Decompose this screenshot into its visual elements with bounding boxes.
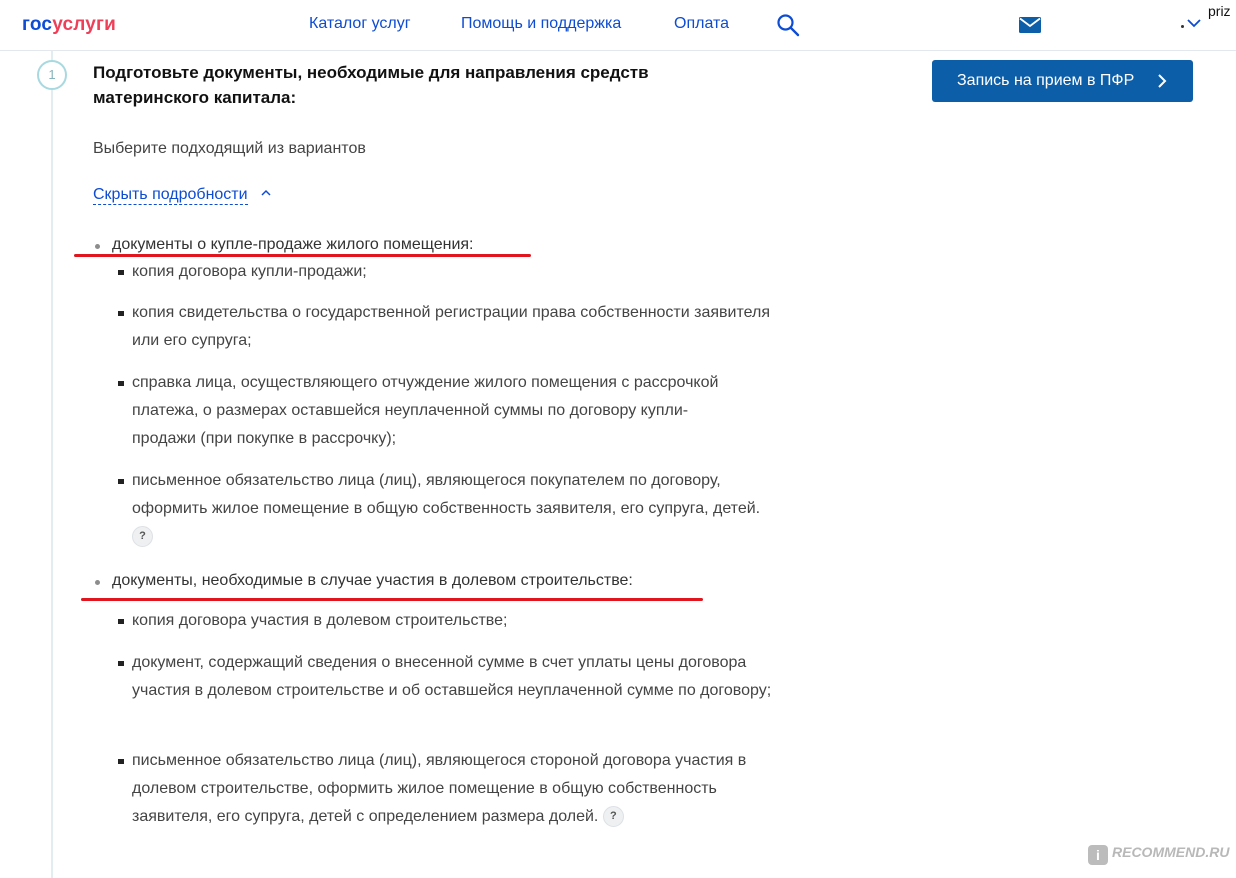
list-item-text: копия договора купли-продажи; bbox=[132, 263, 367, 280]
step-title: Подготовьте документы, необходимые для направления средств материнского капитала: bbox=[93, 63, 649, 107]
bullet bbox=[118, 759, 124, 764]
hide-details-toggle[interactable] bbox=[93, 186, 272, 204]
bullet bbox=[118, 381, 124, 386]
help-tooltip-icon[interactable]: ? bbox=[132, 526, 153, 547]
list-item bbox=[132, 649, 777, 705]
search-icon[interactable] bbox=[776, 13, 800, 37]
header bbox=[0, 0, 1236, 51]
recommend-watermark bbox=[1088, 844, 1229, 865]
list-item bbox=[132, 747, 792, 831]
watermark-text: RECOMMEND.RU bbox=[1112, 844, 1230, 860]
bullet bbox=[118, 311, 124, 316]
red-annotation-underline bbox=[81, 598, 703, 601]
chevron-right-icon bbox=[1156, 73, 1168, 89]
list-item bbox=[132, 369, 742, 453]
bullet bbox=[118, 661, 124, 666]
step-number-badge: 1 bbox=[37, 60, 67, 90]
list-item-text: копия свидетельства о государственной регистрации права собственности заявителя или его супруга; bbox=[132, 304, 770, 349]
section-title-text: документы, необходимые в случае участия в долевом строительстве: bbox=[112, 572, 633, 589]
bullet bbox=[118, 619, 124, 624]
nav-help-link[interactable]: Помощь и поддержка bbox=[461, 15, 622, 32]
list-item-text: копия договора участия в долевом строительстве; bbox=[132, 612, 508, 629]
help-tooltip-icon[interactable]: ? bbox=[603, 806, 624, 827]
step-subtitle: Выберите подходящий из вариантов bbox=[93, 140, 366, 157]
logo-text-part2: услуги bbox=[52, 14, 117, 35]
timeline-line bbox=[51, 90, 53, 878]
red-annotation-underline bbox=[74, 254, 531, 257]
watermark-logo-icon: i bbox=[1088, 845, 1108, 865]
chevron-down-icon[interactable] bbox=[1184, 16, 1204, 30]
list-item-text: документ, содержащий сведения о внесенной сумме в счет уплаты цены договора участия в долевом строительстве и об оставшейся неуплаченной сумме по договору; bbox=[132, 654, 772, 699]
chevron-up-icon bbox=[260, 188, 272, 198]
section-title-shared-construction bbox=[112, 570, 633, 592]
user-name[interactable]: priz bbox=[1208, 3, 1231, 19]
bullet bbox=[118, 270, 124, 275]
section-title-purchase bbox=[112, 234, 474, 256]
bullet bbox=[95, 244, 100, 249]
list-item bbox=[132, 607, 782, 635]
list-item bbox=[132, 299, 772, 355]
bullet bbox=[95, 580, 100, 585]
logo-text-part1: гос bbox=[22, 14, 53, 35]
bullet bbox=[118, 479, 124, 484]
nav-payment-link[interactable]: Оплата bbox=[674, 15, 730, 32]
nav-catalog-link[interactable]: Каталог услуг bbox=[309, 15, 411, 32]
list-item-text: письменное обязательство лица (лиц), являющегося покупателем по договору, оформить жилое помещение в общую собственность заявителя, его супруга, детей. bbox=[132, 472, 761, 517]
toggle-label: Скрыть подробности bbox=[93, 186, 248, 203]
mail-icon[interactable] bbox=[1019, 17, 1041, 33]
list-item-text: письменное обязательство лица (лиц), являющегося стороной договора участия в долевом строительстве, оформить жилое помещение в общую собственность заявителя, его супруга, детей с определением размера долей. bbox=[132, 752, 747, 825]
gosuslugi-logo[interactable] bbox=[22, 14, 116, 36]
list-item-text: справка лица, осуществляющего отчуждение жилого помещения с рассрочкой платежа, о размерах оставшейся неуплаченной суммы по договору купли-продажи (при покупке в рассрочку); bbox=[132, 374, 719, 447]
pfr-appointment-button[interactable] bbox=[932, 60, 1193, 102]
list-item bbox=[132, 258, 782, 286]
pfr-button-label: Запись на прием в ПФР bbox=[957, 72, 1135, 89]
section-title-text: документы о купле-продаже жилого помещения: bbox=[112, 236, 474, 253]
list-item bbox=[132, 467, 772, 551]
